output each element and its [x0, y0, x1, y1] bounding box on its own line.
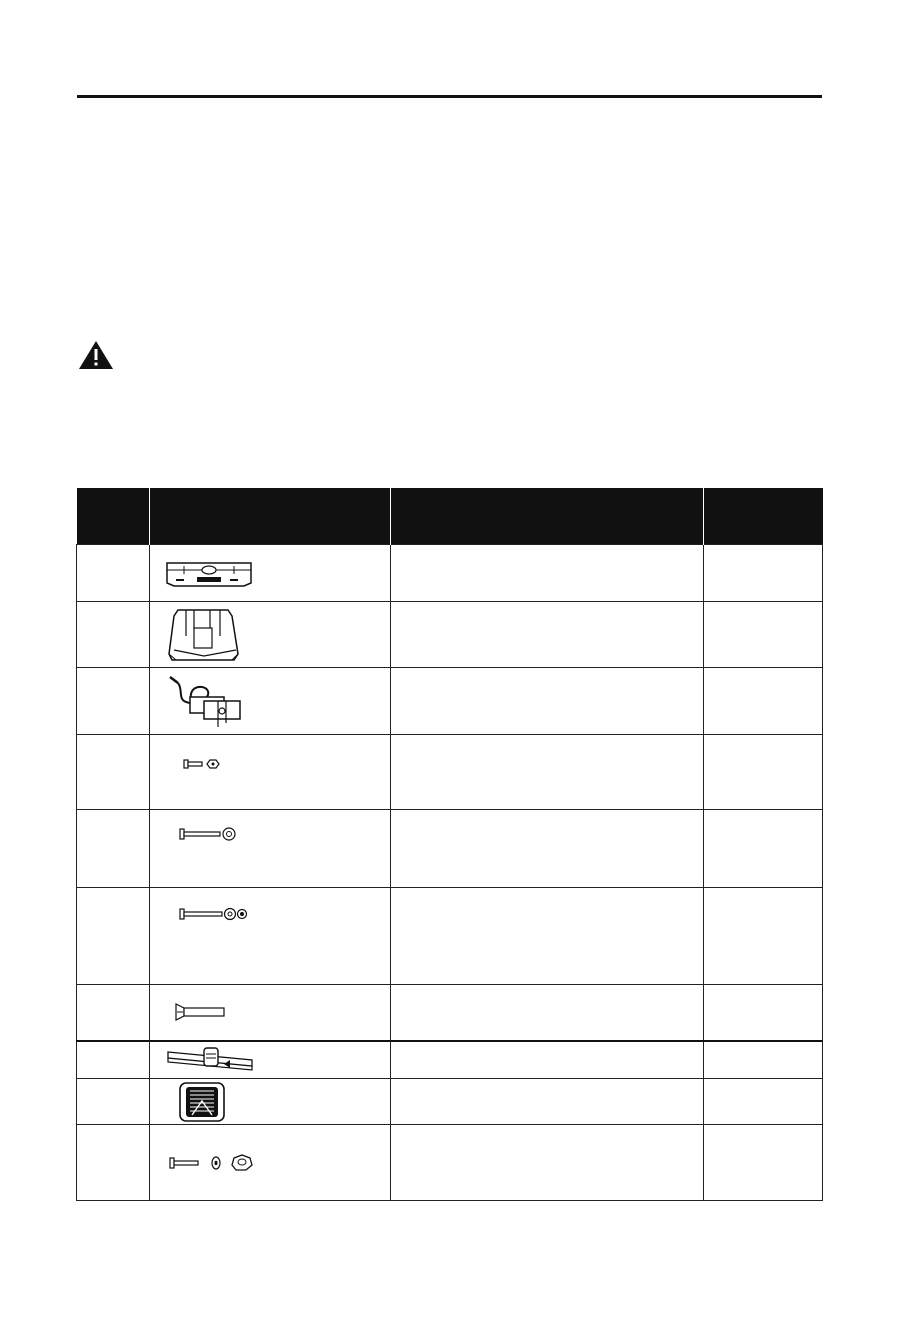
bracket-housing-icon	[164, 606, 244, 664]
cell-picture	[150, 985, 391, 1041]
cell-quantity	[704, 1079, 823, 1125]
cell-no	[77, 735, 150, 810]
table-row	[77, 735, 823, 810]
cell-quantity	[704, 735, 823, 810]
cell-quantity	[704, 668, 823, 735]
cable-with-clamp-icon	[164, 671, 254, 731]
cell-description	[391, 985, 704, 1041]
table-row	[77, 1041, 823, 1079]
table-row	[77, 602, 823, 668]
header-no	[77, 488, 150, 545]
short-bolt-and-nut-icon	[172, 749, 232, 789]
cell-no	[77, 888, 150, 985]
cell-description	[391, 1079, 704, 1125]
table-row	[77, 810, 823, 888]
table-row	[77, 888, 823, 985]
table-row	[77, 668, 823, 735]
cell-picture	[150, 668, 391, 735]
cell-quantity	[704, 985, 823, 1041]
cell-quantity	[704, 810, 823, 888]
parts-table-header	[77, 488, 823, 545]
long-bolt-washer-nut-icon	[170, 900, 250, 940]
cell-no	[77, 1041, 150, 1079]
cell-picture	[150, 1041, 391, 1079]
cell-quantity	[704, 602, 823, 668]
header-quantity	[704, 488, 823, 545]
cell-picture	[150, 1125, 391, 1201]
cell-no	[77, 668, 150, 735]
table-row	[77, 985, 823, 1041]
table-row	[77, 1125, 823, 1201]
cell-no	[77, 1079, 150, 1125]
bolt-washer-locknut-icon	[166, 1148, 266, 1178]
cell-description	[391, 1125, 704, 1201]
cell-quantity	[704, 1041, 823, 1079]
cell-picture	[150, 888, 391, 985]
cell-description	[391, 888, 704, 985]
cell-no	[77, 1125, 150, 1201]
cell-picture	[150, 810, 391, 888]
cell-quantity	[704, 545, 823, 602]
cell-picture	[150, 545, 391, 602]
cell-no	[77, 602, 150, 668]
top-rule	[77, 95, 822, 98]
control-box-icon	[164, 558, 254, 588]
countersunk-screw-icon	[172, 1000, 252, 1024]
cell-description	[391, 545, 704, 602]
header-picture	[150, 488, 391, 545]
long-bolt-and-nut-icon	[170, 820, 250, 860]
cell-no	[77, 545, 150, 602]
warning-triangle-icon	[78, 340, 114, 370]
table-row	[77, 545, 823, 602]
cell-quantity	[704, 888, 823, 985]
cell-picture	[150, 735, 391, 810]
grooved-block-icon	[176, 1081, 236, 1123]
cell-description	[391, 1041, 704, 1079]
cell-no	[77, 810, 150, 888]
table-row	[77, 1079, 823, 1125]
parts-table	[76, 488, 823, 1201]
cell-quantity	[704, 1125, 823, 1201]
cell-picture	[150, 602, 391, 668]
cell-description	[391, 602, 704, 668]
rail-with-clip-icon	[164, 1044, 259, 1076]
cell-description	[391, 810, 704, 888]
cell-picture	[150, 1079, 391, 1125]
cell-description	[391, 668, 704, 735]
cell-no	[77, 985, 150, 1041]
header-description	[391, 488, 704, 545]
cell-description	[391, 735, 704, 810]
